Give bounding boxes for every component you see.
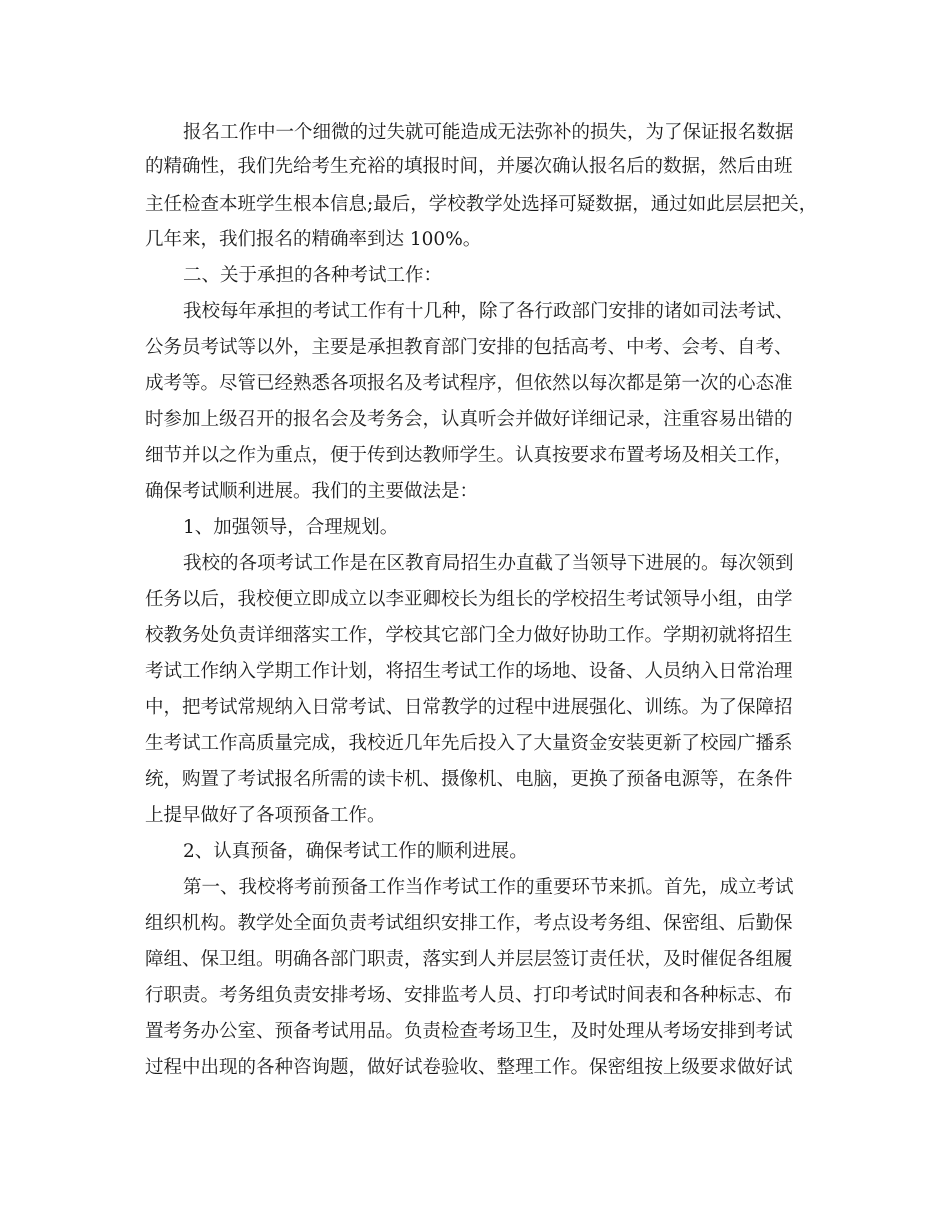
text-line: 中，把考试常规纳入日常考试、日常教学的过程中进展强化、训练。为了保障招 [145, 697, 793, 718]
text-line: 置考务办公室、预备考试用品。负责检查考场卫生，及时处理从考场安排到考试 [145, 1021, 793, 1042]
text-line: 公务员考试等以外，主要是承担教育部门安排的包括高考、中考、会考、自考、 [145, 337, 793, 358]
text-line: 上提早做好了各项预备工作。 [145, 805, 386, 826]
text-line: 第一、我校将考前预备工作当作考试工作的重要环节来抓。首先，成立考试 [183, 877, 794, 898]
text-line: 成考等。尽管已经熟悉各项报名及考试程序，但依然以每次都是第一次的心态准 [145, 373, 793, 394]
text-line: 校教务处负责详细落实工作，学校其它部门全力做好协助工作。学期初就将招生 [145, 625, 793, 646]
subsection-heading: 1、加强领导，合理规划。 [183, 517, 399, 538]
text-line: 主任检查本班学生根本信息;最后，学校教学处选择可疑数据，通过如此层层把关， [145, 194, 818, 215]
text-line: 细节并以之作为重点，便于传到达教师学生。认真按要求布置考场及相关工作， [145, 445, 793, 466]
text-line: 确保考试顺利进展。我们的主要做法是： [145, 481, 479, 502]
subsection-heading: 2、认真预备，确保考试工作的顺利进展。 [183, 841, 528, 862]
text-line: 报名工作中一个细微的过失就可能造成无法弥补的损失，为了保证报名数据 [183, 122, 794, 143]
text-line: 考试工作纳入学期工作计划，将招生考试工作的场地、设备、人员纳入日常治理 [145, 661, 793, 682]
text-line: 我校的各项考试工作是在区教育局招生办直截了当领导下进展的。每次领到 [183, 553, 794, 574]
text-line: 组织机构。教学处全面负责考试组织安排工作，考点设考务组、保密组、后勤保 [145, 913, 793, 934]
text-line: 的精确性，我们先给考生充裕的填报时间，并屡次确认报名后的数据，然后由班 [145, 156, 793, 177]
text-line: 时参加上级召开的报名会及考务会，认真听会并做好详细记录，注重容易出错的 [145, 409, 793, 430]
text-line: 行职责。考务组负责安排考场、安排监考人员、打印考试时间表和各种标志、布 [145, 985, 793, 1006]
text-line: 几年来，我们报名的精确率到达 100%。 [145, 229, 482, 250]
text-line: 统，购置了考试报名所需的读卡机、摄像机、电脑，更换了预备电源等，在条件 [145, 769, 793, 790]
section-heading: 二、关于承担的各种考试工作： [183, 265, 443, 286]
text-line: 障组、保卫组。明确各部门职责，落实到人并层层签订责任状，及时催促各组履 [145, 949, 793, 970]
text-line: 任务以后，我校便立即成立以李亚卿校长为组长的学校招生考试领导小组，由学 [145, 589, 793, 610]
text-line: 过程中出现的各种咨询题，做好试卷验收、整理工作。保密组按上级要求做好试 [145, 1057, 793, 1078]
text-line: 生考试工作高质量完成，我校近几年先后投入了大量资金安装更新了校园广播系 [145, 733, 793, 754]
text-line: 我校每年承担的考试工作有十几种，除了各行政部门安排的诸如司法考试、 [183, 301, 794, 322]
